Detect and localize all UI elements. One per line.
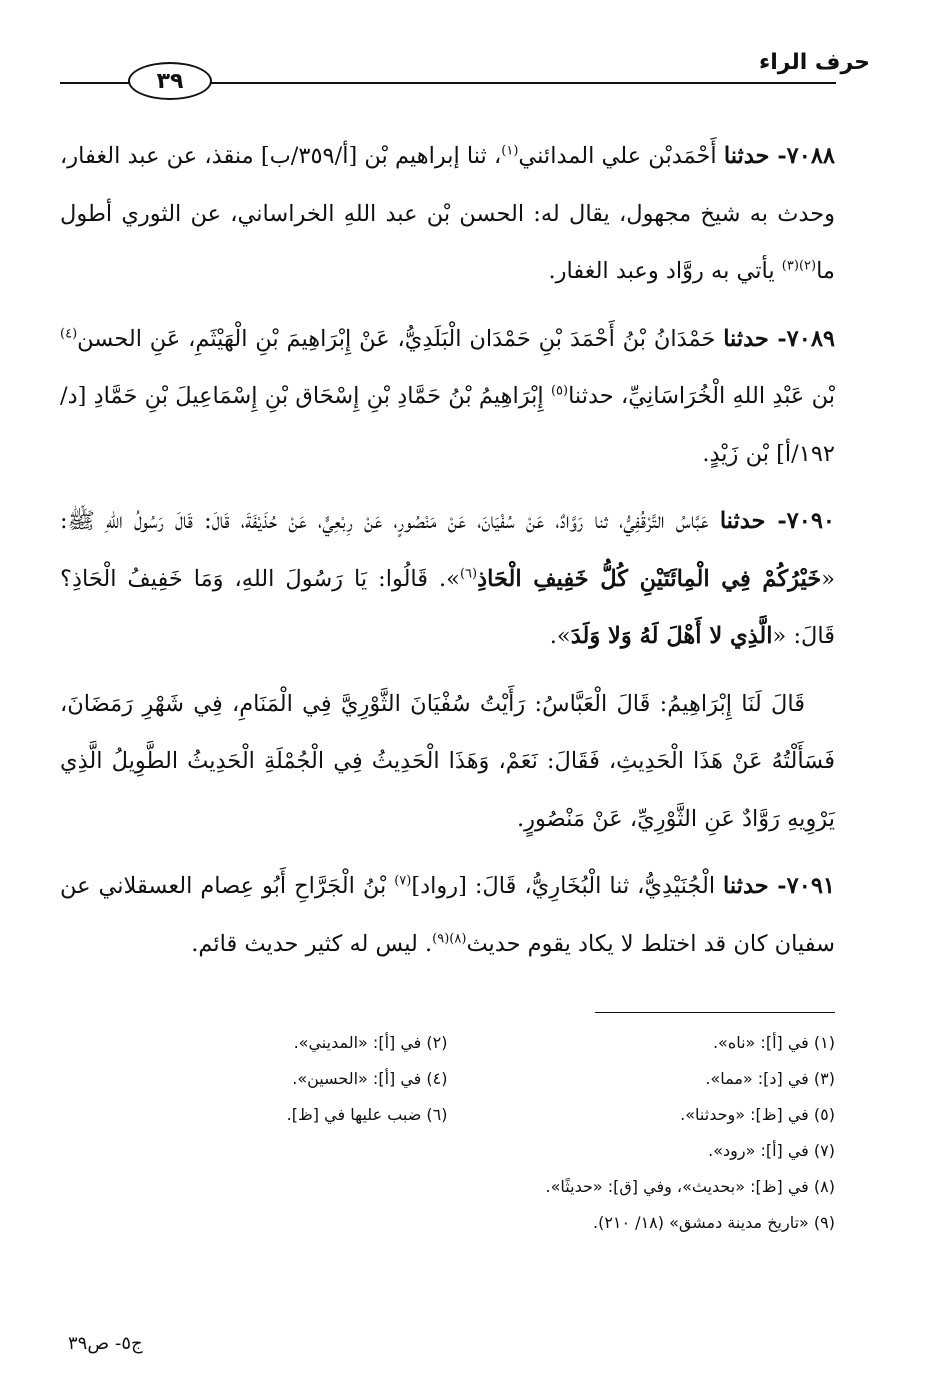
entry-text: ». bbox=[549, 623, 571, 649]
entry-lead: حدثنا bbox=[723, 325, 769, 352]
entry-text: عَبَّاسُ التَّرْقُفِيُّ، ثنا رَوَّادٌ، عَنْ سُفْيَانَ، عَنْ مَنْصُورٍ، عَنْ رِبْعِيٍّ، عَنْ حُذَيْفَةَ، قَالَ: قَالَ رَسُولُ اللهِ ﷺ: « bbox=[60, 508, 836, 592]
page-number: ٣٩ bbox=[156, 68, 184, 94]
main-text bbox=[60, 128, 835, 983]
volume-page-label: ج٥- ص٣٩ bbox=[68, 1333, 143, 1354]
entry-text: الْجُنَيْدِيُّ، ثنا الْبُخَارِيُّ، قَالَ: [رواد] bbox=[411, 873, 716, 899]
page-number-badge bbox=[128, 62, 212, 100]
footnote-row bbox=[60, 1097, 835, 1133]
footnote: (٨) في [ظ]: «بحديث»، وفي [ق]: «حديثًا». bbox=[545, 1177, 835, 1196]
entry-text: بْن عَبْدِ اللهِ الْخُرَاسَانِيِّ، حدثنا bbox=[568, 383, 835, 409]
footnote: (٦) ضبب عليها في [ظ]. bbox=[286, 1105, 448, 1124]
footnote-ref: (٣) bbox=[781, 258, 799, 274]
footnote-ref: (٦) bbox=[459, 566, 478, 581]
hadith-entry bbox=[60, 676, 835, 849]
hadith-entry bbox=[60, 493, 835, 666]
entry-number: ٧٠٨٩- bbox=[768, 325, 836, 352]
entry-number: ٧٠٩١- bbox=[768, 873, 835, 899]
footnote-row bbox=[60, 1205, 835, 1241]
footnote-ref: (١) bbox=[501, 143, 519, 159]
footnote: (٢) في [أ]: «المديني». bbox=[293, 1033, 448, 1052]
footnote-row bbox=[60, 1169, 835, 1205]
footnote-ref: (٧) bbox=[394, 873, 412, 889]
footnotes bbox=[60, 1025, 835, 1241]
footnote-ref: (٤) bbox=[60, 326, 78, 341]
chapter-title: حرف الراء bbox=[758, 50, 870, 75]
footnote: (٩) «تاريخ مدينة دمشق» (١٨/ ٢١٠). bbox=[592, 1213, 835, 1232]
entry-text: أَحْمَدبْن علي المدائني bbox=[518, 143, 717, 169]
footnote-ref: (٢) bbox=[798, 258, 817, 274]
footnote: (١) في [أ]: «ناه». bbox=[712, 1033, 835, 1052]
footnote-row bbox=[60, 1061, 835, 1097]
entry-text: ، ثنا إبراهيم بْن [أ/٣٥٩/ب] منقذ، عن عبد الغفار، وحدث به شيخ مجهول، يقال له: الحسن بْن عبد اللهِ الخراساني، عن الثوري أطول ما bbox=[60, 143, 835, 284]
footnote-row bbox=[60, 1025, 835, 1061]
hadith-entry bbox=[60, 128, 835, 301]
hadith-entry bbox=[60, 311, 835, 484]
footnote-ref: (٨)(٩) bbox=[432, 931, 467, 946]
footnote-ref: (٥) bbox=[550, 383, 569, 399]
entry-text: . ليس له كثير حديث قائم. bbox=[191, 930, 433, 957]
entry-lead: حدثنا bbox=[723, 873, 769, 899]
entry-text: يأتي به روَّاد وعبد الغفار. bbox=[548, 258, 782, 284]
entry-text: بْنُ الْجَرَّاحِ أَبُو عِصام العسقلاني عن سفيان كان قد اختلط لا يكاد يقوم حديث bbox=[60, 873, 835, 957]
entry-text: ». قَالُوا: يَا رَسُولَ اللهِ، وَمَا خَفِيفُ الْحَاذِ؟ قَالَ: « bbox=[60, 565, 835, 649]
footnote: (٥) في [ظ]: «وحدثنا». bbox=[680, 1105, 835, 1124]
footnote-rule bbox=[595, 1012, 835, 1013]
entry-number: ٧٠٩٠- bbox=[765, 508, 836, 534]
footnote: (٧) في [أ]: «رود». bbox=[708, 1141, 835, 1160]
entry-lead: حدثنا bbox=[723, 143, 770, 169]
entry-text: الَّذِي لا أَهْلَ لَهُ وَلا وَلَدَ bbox=[570, 623, 773, 649]
entry-text: خَيْرُكُمْ فِي الْمِائَتَيْنِ كُلُّ خَفِيفِ الْحَاذِ bbox=[477, 565, 822, 592]
entry-text: قَالَ لَنَا إِبْرَاهِيمُ: قَالَ الْعَبَّاسُ: رَأَيْتُ سُفْيَانَ الثَّوْرِيَّ فِي الْمَنَامِ، فِي شَهْرِ رَمَضَانَ، فَسَأَلْتُهُ عَنْ هَذَا الْحَدِيثِ، فَقَالَ: نَعَمْ، وَهَذَا الْحَدِيثُ فِي الْجُمْلَةِ الْحَدِيثُ الطَّوِيلُ الَّذِي يَرْوِيهِ رَوَّادٌ عَنِ الثَّوْرِيِّ، عَنْ مَنْصُورٍ. bbox=[60, 690, 835, 832]
entry-text: إِبْرَاهِيمُ بْنُ حَمَّادِ بْنِ إِسْحَاق بْنِ إِسْمَاعِيلَ بْنِ حَمَّادِ [د/١٩٢/أ] بْن زَيْدٍ. bbox=[60, 383, 835, 467]
entry-text: حَمْدَانُ بْنُ أَحْمَدَ بْنِ حَمْدَان الْبَلَدِيُّ، عَنْ إِبْرَاهِيمَ بْنِ الْهَيْثَمِ، عَنِ الحسن bbox=[77, 325, 716, 352]
footnote: (٤) في [أ]: «الحسين». bbox=[292, 1069, 448, 1088]
entry-number: ٧٠٨٨- bbox=[769, 143, 836, 169]
footnote-row bbox=[60, 1133, 835, 1169]
hadith-entry bbox=[60, 858, 835, 973]
entry-lead: حدثنا bbox=[719, 508, 766, 534]
footnote: (٣) في [د]: «مما». bbox=[705, 1069, 835, 1088]
